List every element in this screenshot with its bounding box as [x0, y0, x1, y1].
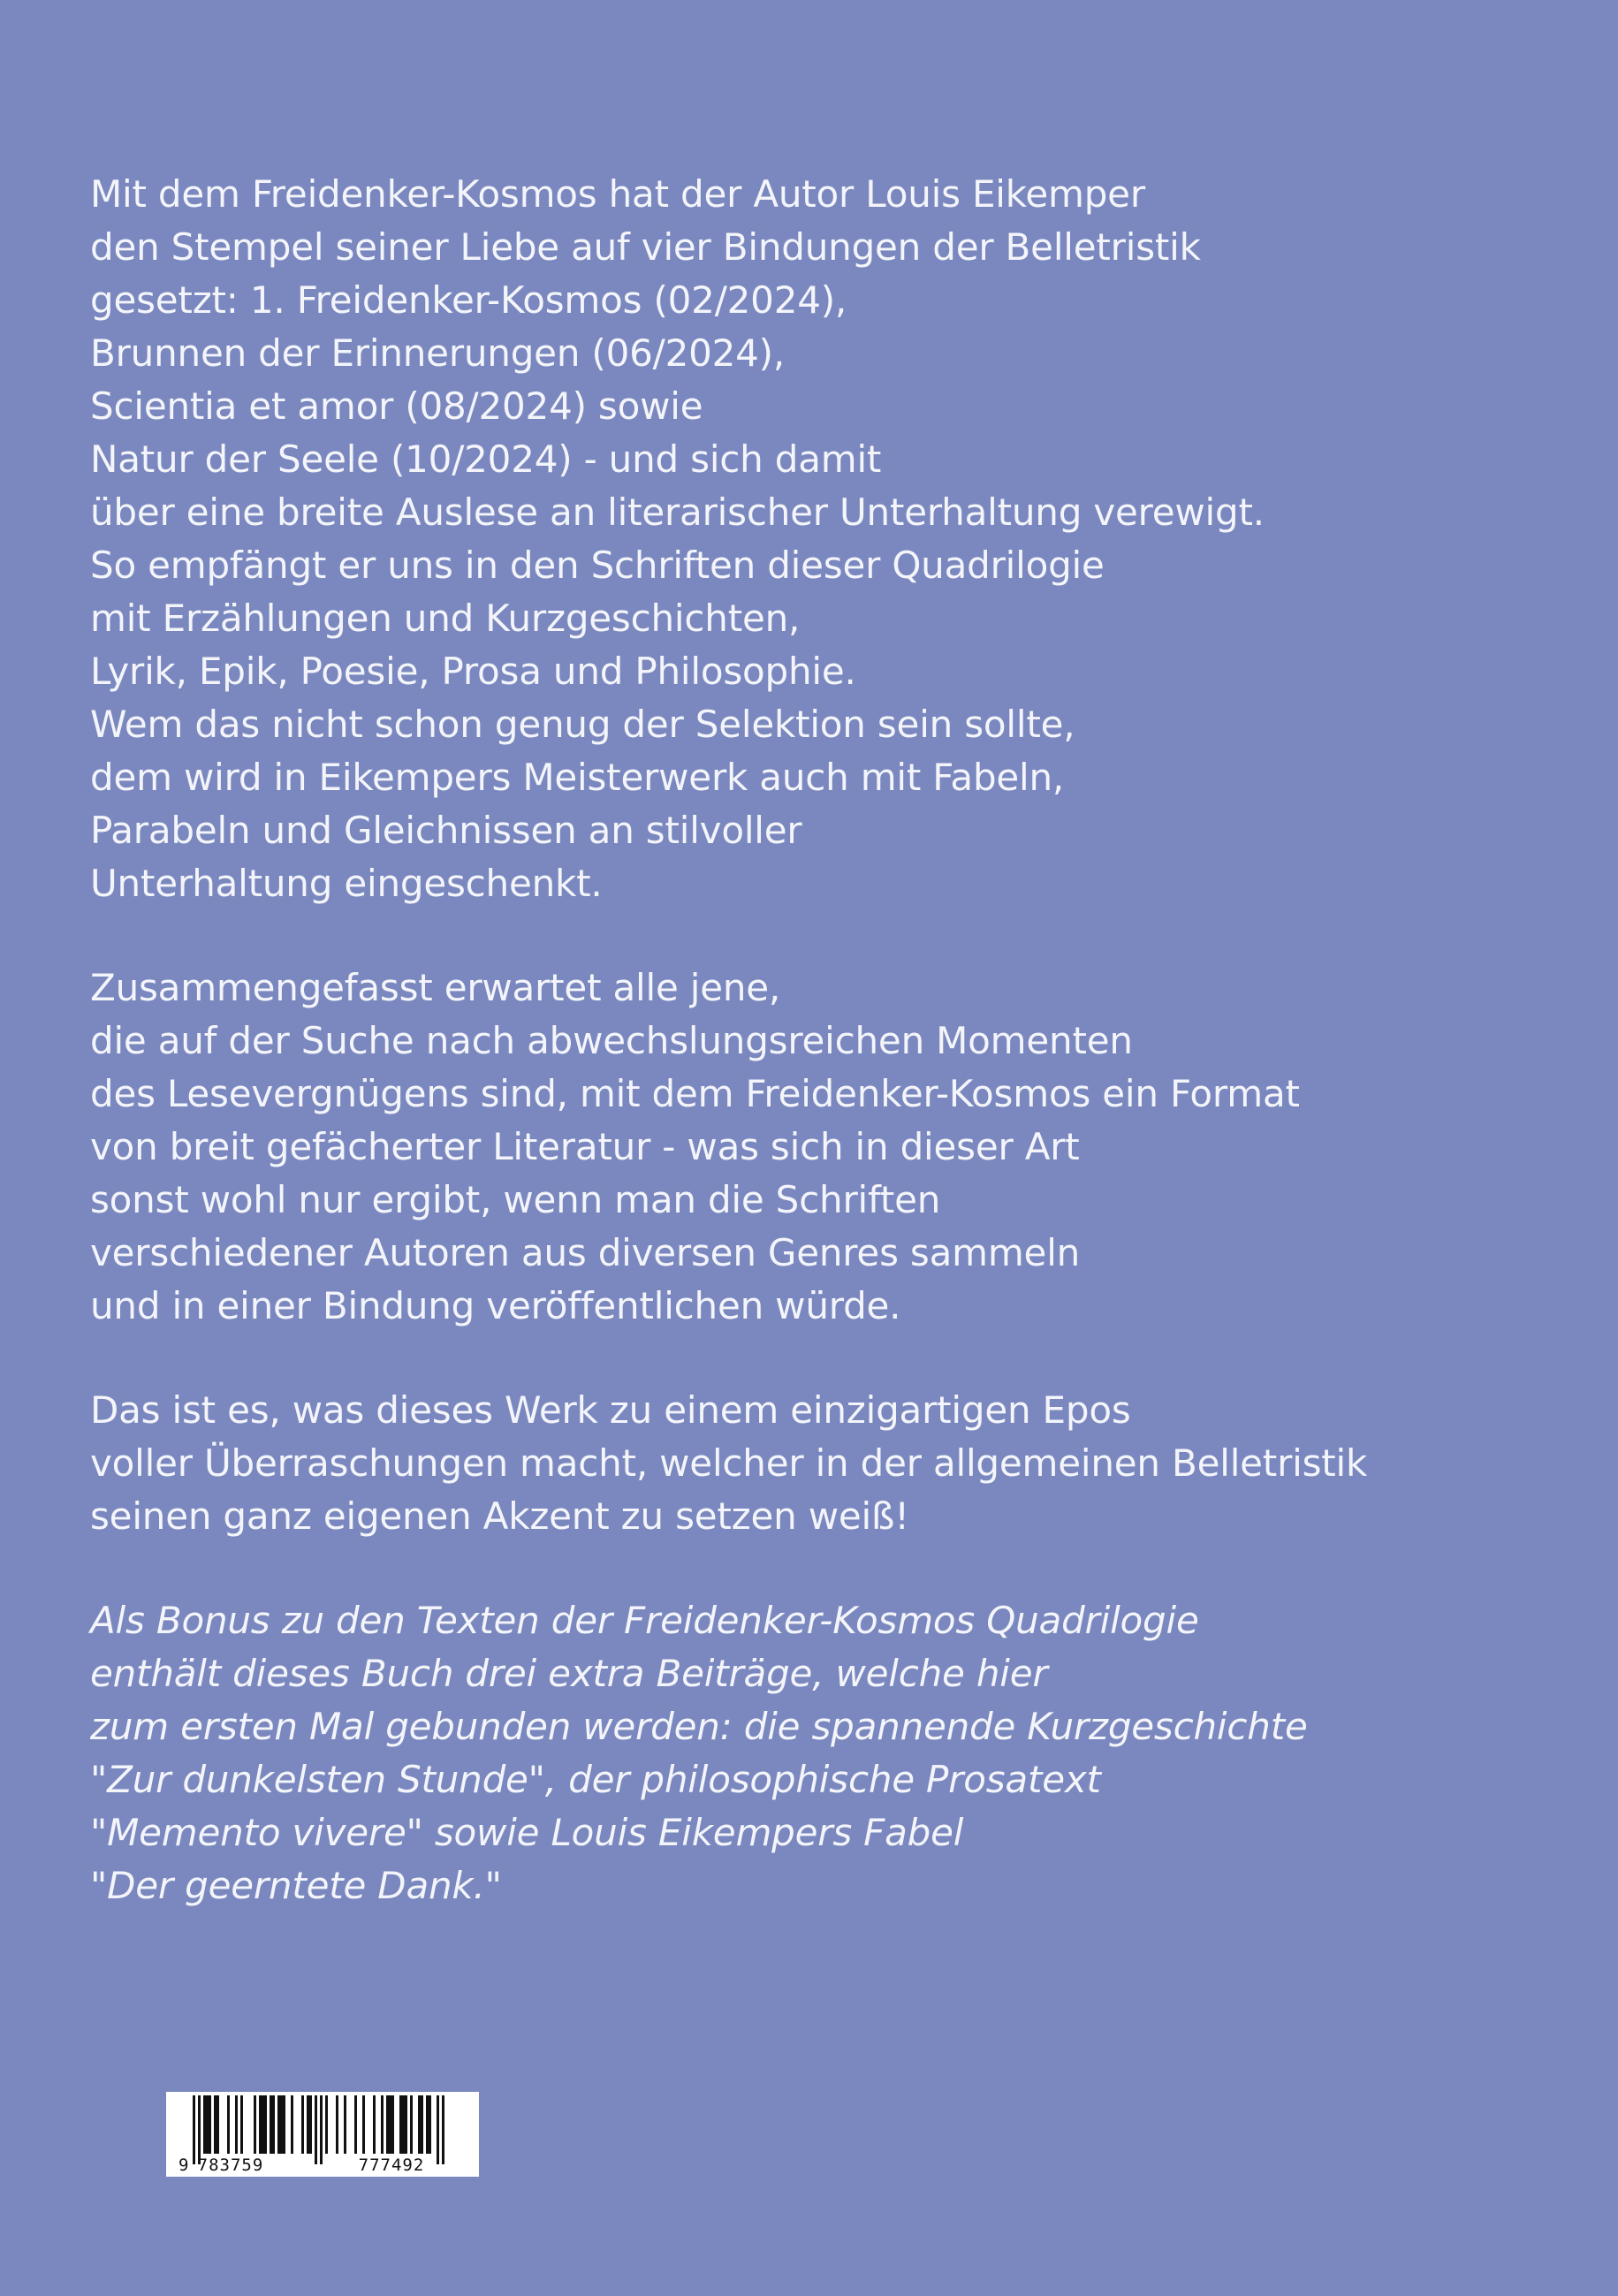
barcode-bar: [418, 2095, 421, 2154]
text-line: über eine breite Auslese an literarischer Unterhaltung verewigt.: [90, 490, 1265, 534]
paragraph-summary: [90, 962, 1539, 1333]
barcode-bar: [362, 2095, 365, 2154]
barcode-bar: [386, 2095, 389, 2154]
barcode-bar: [240, 2095, 243, 2154]
text-line: mit Erzählungen und Kurzgeschichten,: [90, 597, 801, 640]
text-line: sonst wohl nur ergibt, wenn man die Schriften: [90, 1178, 941, 1221]
barcode-bar: [264, 2095, 267, 2154]
barcode-bar: [437, 2095, 439, 2164]
text-line: Scientia et amor (08/2024) sowie: [90, 384, 703, 428]
text-line: gesetzt: 1. Freidenker-Kosmos (02/2024),: [90, 278, 847, 322]
text-line: verschiedener Autoren aus diversen Genres sammeln: [90, 1231, 1081, 1274]
barcode-bar: [209, 2095, 211, 2154]
text-line: "Der geerntete Dank.": [90, 1864, 502, 1907]
text-line: "Memento vivere" sowie Louis Eikempers Fabel: [90, 1811, 964, 1854]
text-line: seinen ganz eigenen Akzent zu setzen weiß!: [90, 1494, 909, 1538]
barcode-bar: [235, 2095, 238, 2154]
barcode-digits-left: 783759: [197, 2155, 264, 2175]
barcode-bar: [320, 2095, 323, 2164]
text-line: Wem das nicht schon genug der Selektion sein sollte,: [90, 703, 1075, 746]
paragraph-bonus: [90, 1594, 1539, 1912]
barcode-bar: [399, 2095, 402, 2154]
barcode-bar: [203, 2095, 206, 2154]
barcode-bar: [280, 2095, 283, 2154]
text-line: voller Überraschungen macht, welcher in der allgemeinen Belletristik: [90, 1441, 1368, 1485]
barcode-bar: [291, 2095, 293, 2154]
barcode-bar: [344, 2095, 346, 2154]
text-line: Das ist es, was dieses Werk zu einem einzigartigen Epos: [90, 1388, 1131, 1432]
text-line: So empfängt er uns in den Schriften dieser Quadrilogie: [90, 544, 1105, 587]
barcode-bar: [283, 2095, 285, 2154]
barcode-bar: [391, 2095, 394, 2154]
text-line: Lyrik, Epik, Poesie, Prosa und Philosophie.: [90, 650, 856, 693]
text-line: Natur der Seele (10/2024) - und sich damit: [90, 437, 882, 481]
text-line: zum ersten Mal gebunden werden: die spannende Kurzgeschichte: [90, 1705, 1308, 1748]
barcode-bar: [272, 2095, 275, 2154]
barcode-bar: [373, 2095, 376, 2154]
text-line: dem wird in Eikempers Meisterwerk auch mit Fabeln,: [90, 756, 1065, 799]
text-line: des Lesevergnügens sind, mit dem Freidenker-Kosmos ein Format: [90, 1072, 1300, 1115]
text-line: "Zur dunkelsten Stunde", der philosophische Prosatext: [90, 1758, 1101, 1801]
barcode-bar: [277, 2095, 280, 2154]
barcode-bar: [389, 2095, 391, 2154]
barcode-bars: [193, 2095, 444, 2164]
barcode-bar: [309, 2095, 312, 2154]
text-line: Parabeln und Gleichnissen an stilvoller: [90, 809, 802, 852]
barcode-bar: [254, 2095, 256, 2154]
paragraph-conclusion: [90, 1384, 1539, 1543]
text-line: Zusammengefasst erwartet alle jene,: [90, 966, 781, 1009]
barcode-bar: [336, 2095, 338, 2154]
barcode-bar: [405, 2095, 407, 2154]
text-line: den Stempel seiner Liebe auf vier Bindungen der Belletristik: [90, 225, 1201, 269]
text-line: die auf der Suche nach abwechslungsreichen Momenten: [90, 1019, 1133, 1062]
barcode-bar: [206, 2095, 209, 2154]
barcode-bar: [259, 2095, 262, 2154]
barcode-bar: [301, 2095, 304, 2154]
barcode-digit-first: 9: [179, 2155, 189, 2175]
text-line: Mit dem Freidenker-Kosmos hat der Autor Louis Eikemper: [90, 172, 1145, 216]
barcode-bar: [270, 2095, 272, 2154]
barcode-bar: [421, 2095, 423, 2154]
barcode-bar: [214, 2095, 216, 2154]
isbn-barcode: [166, 2092, 479, 2177]
barcode-bar: [307, 2095, 309, 2154]
barcode-bar: [193, 2095, 195, 2164]
barcode-bar: [325, 2095, 328, 2154]
back-cover-text: [90, 168, 1539, 1964]
barcode-graphic: [166, 2092, 479, 2177]
barcode-bar: [402, 2095, 405, 2154]
barcode-bar: [315, 2095, 317, 2164]
barcode-bar: [426, 2095, 429, 2154]
text-line: Brunnen der Erinnerungen (06/2024),: [90, 331, 785, 375]
text-line: von breit gefächerter Literatur - was sich in dieser Art: [90, 1125, 1080, 1168]
barcode-bar: [410, 2095, 413, 2154]
text-line: enthält dieses Buch drei extra Beiträge, welche hier: [90, 1652, 1048, 1695]
text-line: Als Bonus zu den Texten der Freidenker-Kosmos Quadrilogie: [90, 1599, 1199, 1642]
barcode-digits-right: 777492: [358, 2155, 425, 2175]
text-line: Unterhaltung eingeschenkt.: [90, 862, 603, 905]
barcode-bar: [442, 2095, 444, 2164]
barcode-bar: [198, 2095, 201, 2164]
barcode-bar: [262, 2095, 264, 2154]
text-line: und in einer Bindung veröffentlichen würde.: [90, 1284, 901, 1327]
barcode-bar: [354, 2095, 357, 2154]
paragraph-intro: [90, 168, 1539, 910]
barcode-bar: [429, 2095, 431, 2154]
barcode-bar: [381, 2095, 384, 2154]
barcode-bar: [216, 2095, 219, 2154]
barcode-bar: [227, 2095, 230, 2154]
